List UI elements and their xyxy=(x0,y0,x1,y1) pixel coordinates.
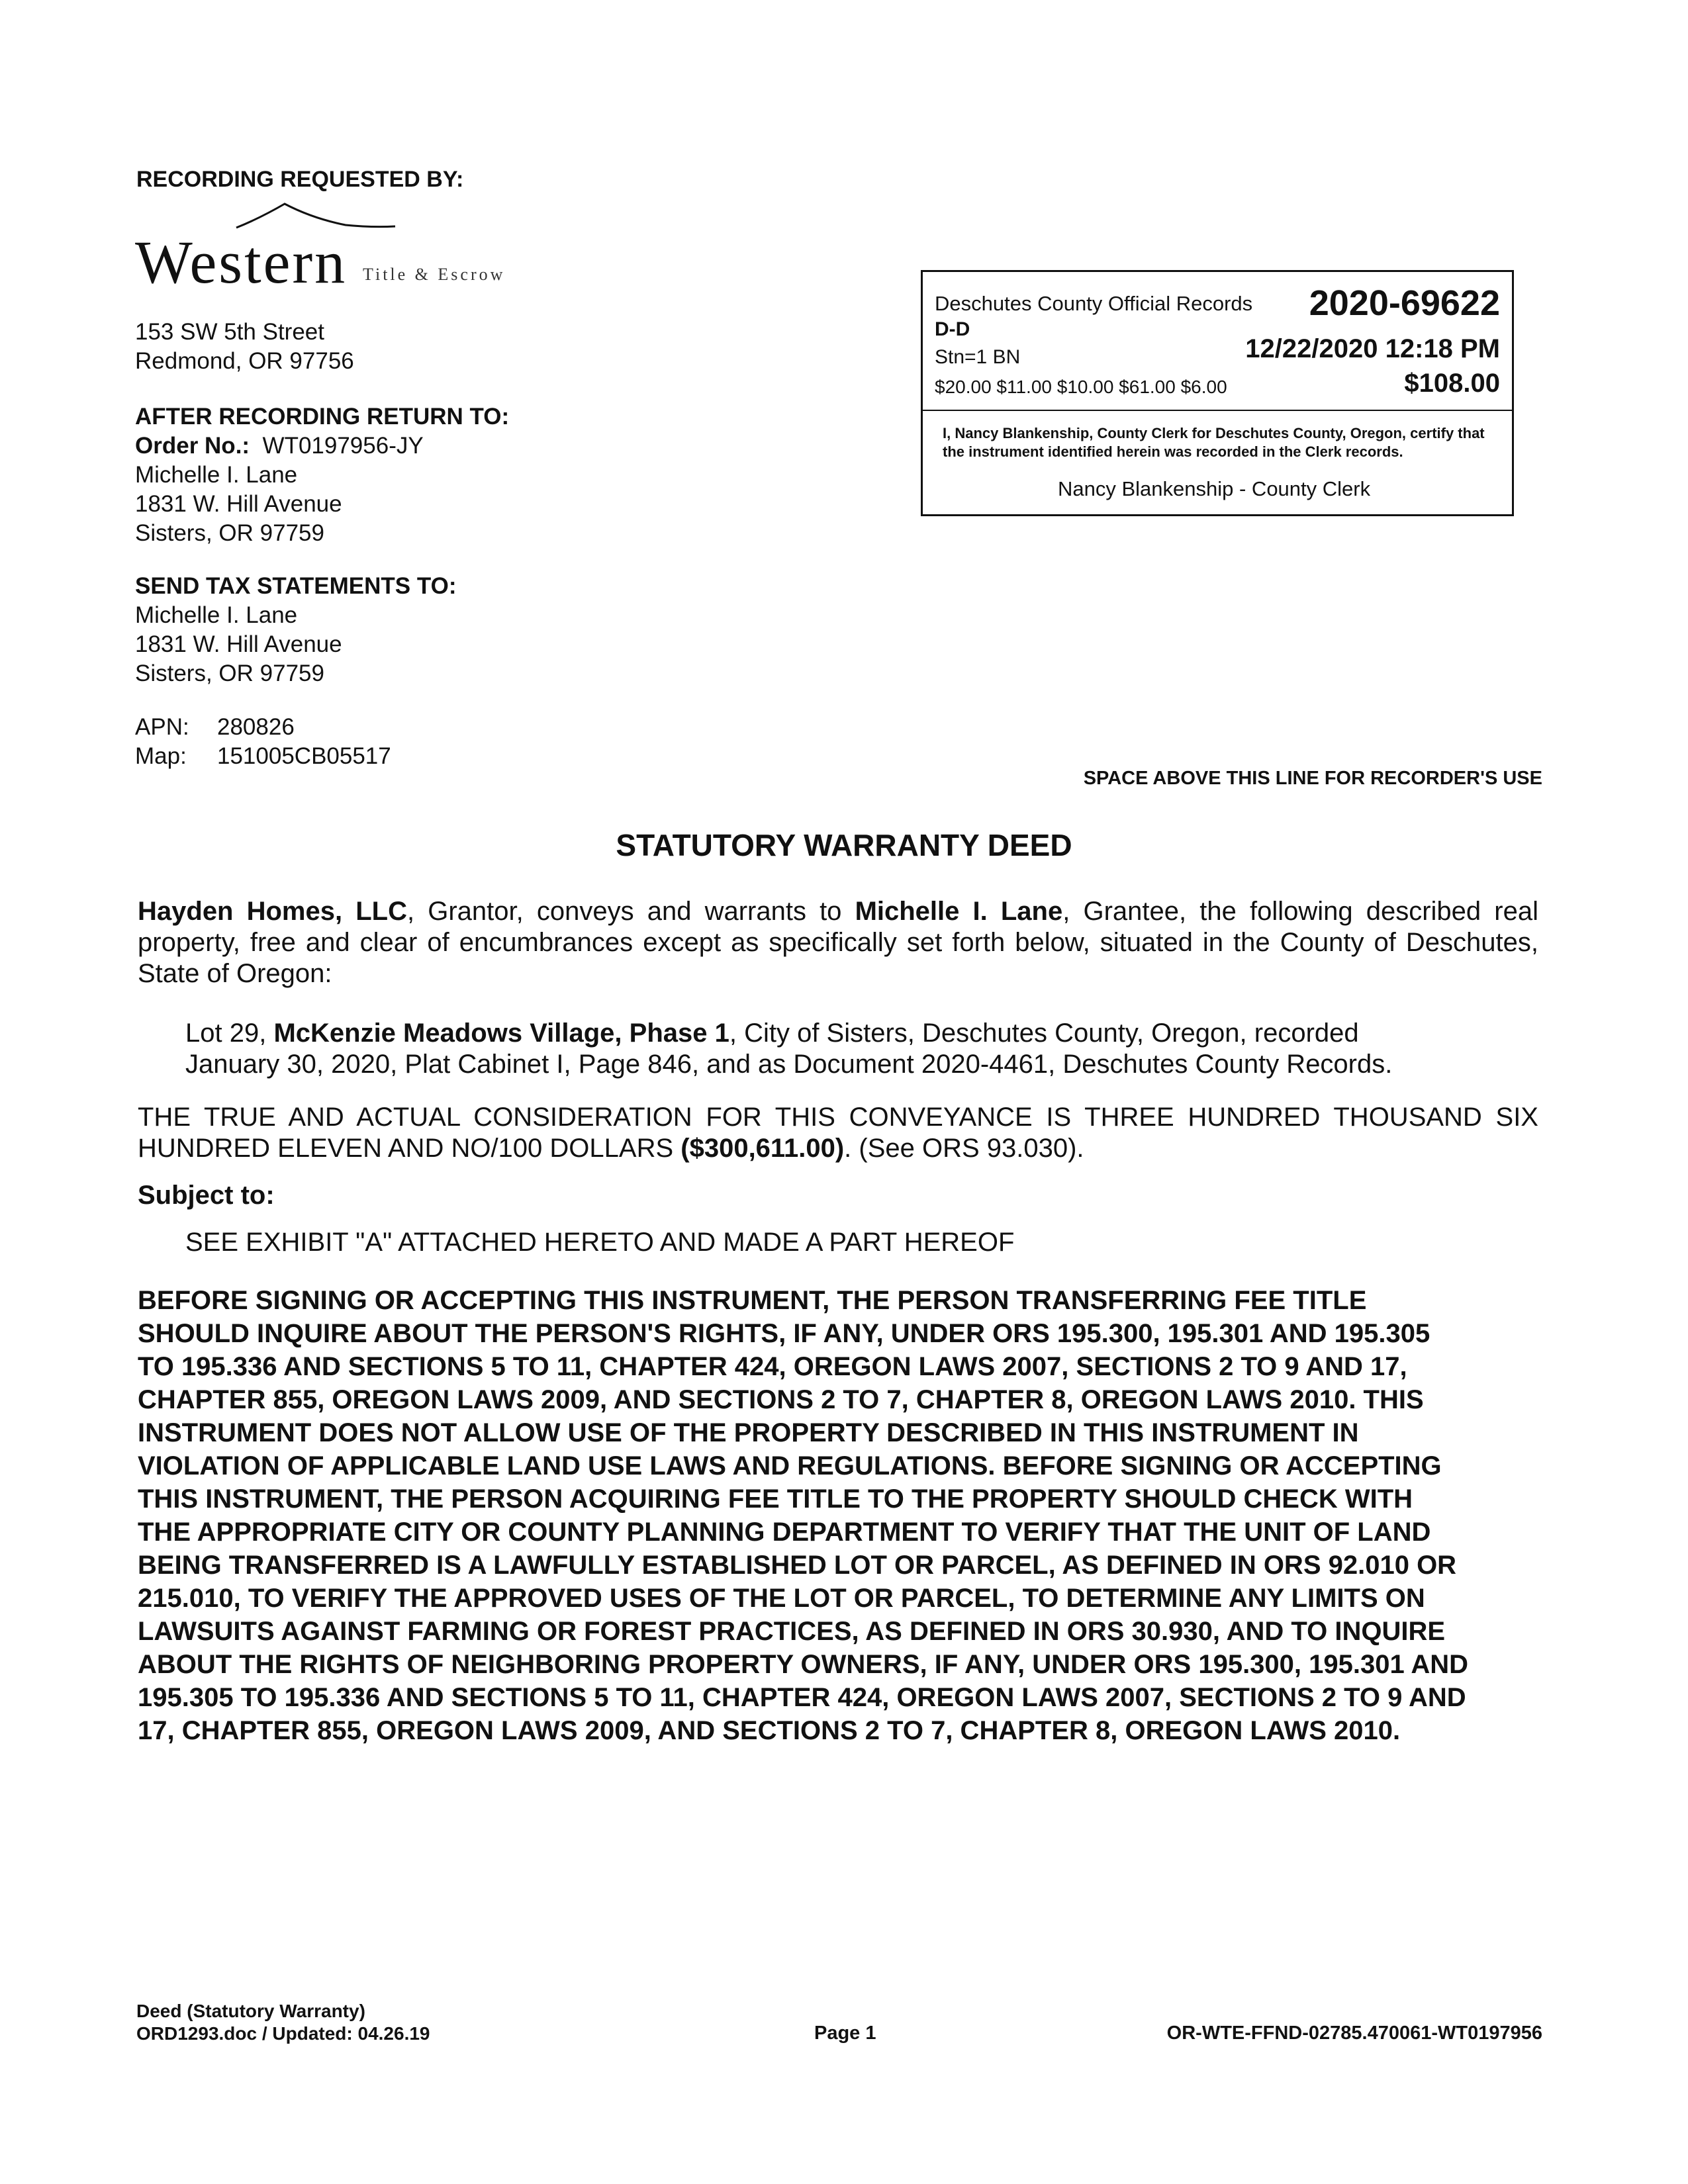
recorder-datetime: 12/22/2020 12:18 PM xyxy=(1245,334,1500,363)
warning-line: 215.010, TO VERIFY THE APPROVED USES OF THE LOT OR PARCEL, TO DETERMINE ANY LIMITS ON xyxy=(138,1584,1425,1613)
map-line xyxy=(135,742,391,771)
grant-text: , Grantee, the following described real property, free and clear of encumbrances except as specifically set forth below, situated in the County of Deschutes, State of Oregon: xyxy=(138,897,1538,988)
warning-line: ABOUT THE RIGHTS OF NEIGHBORING PROPERTY OWNERS, IF ANY, UNDER ORS 195.300, 195.301 AND xyxy=(138,1650,1469,1679)
statutory-warning xyxy=(138,1284,1538,1747)
space-above-notice: SPACE ABOVE THIS LINE FOR RECORDER'S USE xyxy=(1083,768,1542,789)
footer-reference: OR-WTE-FFND-02785.470061-WT0197956 xyxy=(1166,2023,1542,2044)
recorder-fees: $20.00 $11.00 $10.00 $61.00 $6.00 xyxy=(935,377,1227,397)
grant-text: , Grantor, conveys and warrants to xyxy=(406,897,855,926)
address-line: 153 SW 5th Street xyxy=(135,319,324,345)
consideration-text: THE TRUE AND ACTUAL CONSIDERATION FOR THIS CONVEYANCE IS THREE HUNDRED THOUSAND SIX HUNDRED ELEVEN AND NO/100 DOLLARS xyxy=(138,1103,1538,1163)
warning-line: THE APPROPRIATE CITY OR COUNTY PLANNING DEPARTMENT TO VERIFY THAT THE UNIT OF LAND xyxy=(138,1518,1431,1547)
warning-line: 17, CHAPTER 855, OREGON LAWS 2009, AND SECTIONS 2 TO 7, CHAPTER 8, OREGON LAWS 2010. xyxy=(138,1716,1401,1745)
recorder-document-number: 2020-69622 xyxy=(1309,283,1500,323)
recorder-total: $108.00 xyxy=(1404,369,1500,398)
lot-number: Lot 29, xyxy=(185,1019,274,1048)
subdivision-name: McKenzie Meadows Village, Phase 1 xyxy=(273,1019,729,1048)
consideration-paragraph xyxy=(138,1102,1538,1164)
western-logo-name: Western xyxy=(135,228,348,296)
warning-line: VIOLATION OF APPLICABLE LAND USE LAWS AND REGULATIONS. BEFORE SIGNING OR ACCEPTING xyxy=(138,1451,1442,1480)
return-address-line: Sisters, OR 97759 xyxy=(135,520,324,546)
warning-line: THIS INSTRUMENT, THE PERSON ACQUIRING FEE TITLE TO THE PROPERTY SHOULD CHECK WITH xyxy=(138,1484,1413,1514)
legal-description-line xyxy=(185,1018,1496,1049)
recorder-office: Deschutes County Official Records xyxy=(935,292,1253,315)
return-address-line: Michelle I. Lane xyxy=(135,462,298,488)
send-tax-heading: SEND TAX STATEMENTS TO: xyxy=(135,573,457,599)
footer-form-name: Deed (Statutory Warranty) xyxy=(136,2001,365,2021)
warning-line: LAWSUITS AGAINST FARMING OR FOREST PRACTICES, AS DEFINED IN ORS 30.930, AND TO INQUIRE xyxy=(138,1617,1446,1646)
apn-value: 280826 xyxy=(217,714,295,740)
warning-line: SHOULD INQUIRE ABOUT THE PERSON'S RIGHTS, IF ANY, UNDER ORS 195.300, 195.301 AND 195.305 xyxy=(138,1319,1430,1348)
warning-line: 195.305 TO 195.336 AND SECTIONS 5 TO 11, CHAPTER 424, OREGON LAWS 2007, SECTIONS 2 TO 9 AND xyxy=(138,1683,1466,1712)
footer-page-number: Page 1 xyxy=(814,2023,876,2044)
warning-line: INSTRUMENT DOES NOT ALLOW USE OF THE PROPERTY DESCRIBED IN THIS INSTRUMENT IN xyxy=(138,1418,1359,1447)
map-label: Map: xyxy=(135,743,187,769)
tax-address-line: Michelle I. Lane xyxy=(135,602,298,628)
apn-line xyxy=(135,713,391,742)
apn-label: APN: xyxy=(135,714,189,740)
warning-line: BEFORE SIGNING OR ACCEPTING THIS INSTRUMENT, THE PERSON TRANSFERRING FEE TITLE xyxy=(138,1286,1367,1315)
warning-line: TO 195.336 AND SECTIONS 5 TO 11, CHAPTER 424, OREGON LAWS 2007, SECTIONS 2 TO 9 AND 17, xyxy=(138,1352,1407,1381)
consideration-suffix: . (See ORS 93.030). xyxy=(844,1134,1084,1163)
legal-description-line: January 30, 2020, Plat Cabinet I, Page 846, and as Document 2020-4461, Deschutes County Records. xyxy=(185,1050,1393,1079)
order-number xyxy=(135,432,509,461)
subject-to-heading: Subject to: xyxy=(138,1181,275,1210)
legal-description xyxy=(185,1018,1496,1080)
recorder-divider xyxy=(923,410,1512,411)
legal-description-text: , City of Sisters, Deschutes County, Oregon, recorded xyxy=(729,1019,1359,1048)
company-address xyxy=(135,318,354,376)
recording-requested-by-heading: RECORDING REQUESTED BY: xyxy=(136,167,464,192)
address-line: Redmond, OR 97756 xyxy=(135,348,354,374)
warning-line: CHAPTER 855, OREGON LAWS 2009, AND SECTIONS 2 TO 7, CHAPTER 8, OREGON LAWS 2010. THIS xyxy=(138,1385,1424,1414)
parcel-block xyxy=(135,713,391,771)
warning-line: BEING TRANSFERRED IS A LAWFULLY ESTABLISHED LOT OR PARCEL, AS DEFINED IN ORS 92.010 OR xyxy=(138,1551,1457,1580)
recorder-stamp-box xyxy=(921,270,1514,516)
footer-form-file: ORD1293.doc / Updated: 04.26.19 xyxy=(136,2023,430,2044)
exhibit-reference: SEE EXHIBIT "A" ATTACHED HERETO AND MADE A PART HEREOF xyxy=(185,1228,1015,1257)
deed-title: STATUTORY WARRANTY DEED xyxy=(616,828,1072,862)
grantee-name: Michelle I. Lane xyxy=(855,897,1063,926)
tax-address-line: Sisters, OR 97759 xyxy=(135,660,324,686)
after-recording-heading: AFTER RECORDING RETURN TO: xyxy=(135,404,510,430)
send-tax-statements-block xyxy=(135,572,456,688)
consideration-amount: ($300,611.00) xyxy=(680,1134,845,1163)
order-number-value: WT0197956-JY xyxy=(262,433,424,459)
recorder-certification: I, Nancy Blankenship, County Clerk for Deschutes County, Oregon, certify that the instrument identified herein was recorded in the Clerk records. xyxy=(943,425,1485,460)
recorder-station: Stn=1 BN xyxy=(935,346,1021,368)
tax-address-line: 1831 W. Hill Avenue xyxy=(135,631,342,657)
map-value: 151005CB05517 xyxy=(217,743,391,769)
recorder-code: D-D xyxy=(935,318,970,340)
clerk-signature: Nancy Blankenship - County Clerk xyxy=(1058,477,1371,500)
after-recording-block xyxy=(135,402,509,548)
return-address-line: 1831 W. Hill Avenue xyxy=(135,491,342,517)
footer-form-info xyxy=(136,2000,430,2045)
grantor-name: Hayden Homes, LLC xyxy=(138,897,407,926)
western-logo-tagline: Title & Escrow xyxy=(363,265,506,284)
order-number-label: Order No.: xyxy=(135,433,250,459)
grant-paragraph xyxy=(138,896,1538,989)
